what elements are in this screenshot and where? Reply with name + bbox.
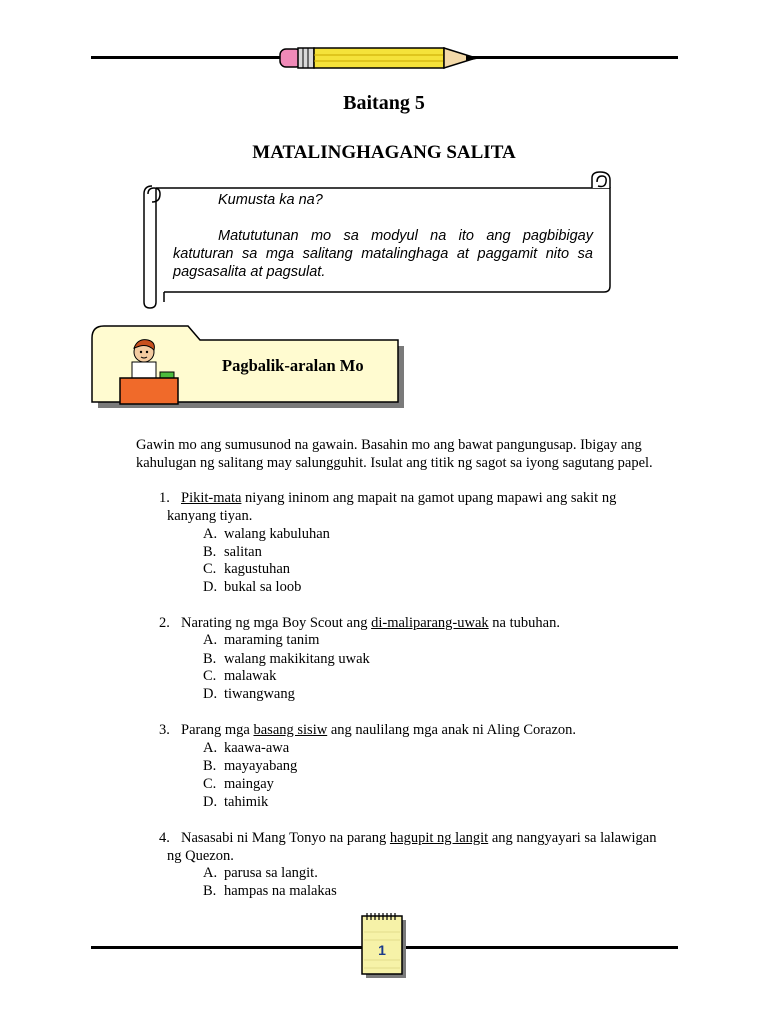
question-2 <box>159 614 689 704</box>
question-stem-continued: kanyang tiyan. <box>167 508 253 524</box>
question-stem: Pikit-mata niyang ininom ang mapait na gamot upang mapawi ang sakit ng <box>181 490 617 506</box>
question-stem: Narating ng mga Boy Scout ang di-maliparang-uwak na tubuhan. <box>181 615 560 631</box>
option-d: D. tahimik <box>203 794 269 810</box>
section-label: Pagbalik-aralan Mo <box>222 356 364 375</box>
option-a: A. kaawa-awa <box>203 740 290 756</box>
scroll-line-2: katuturan sa mga salitang matalinghaga at paggamit nito sa <box>173 246 593 262</box>
question-number: 1. <box>159 490 170 506</box>
option-b: B. mayayabang <box>203 758 298 774</box>
page-number: 1 <box>378 942 386 958</box>
scroll-line-3: pagsasalita at pagsulat. <box>173 264 326 280</box>
student-at-desk-icon <box>118 338 184 406</box>
option-a: A. parusa sa langit. <box>203 865 318 881</box>
underlined-phrase: hagupit ng langit <box>389 830 489 846</box>
grade-title: Baitang 5 <box>343 92 425 114</box>
question-stem-continued: ng Quezon. <box>167 848 234 864</box>
underlined-phrase: basang sisiw <box>253 722 328 738</box>
scroll-line-1: Matututunan mo sa modyul na ito ang pagbibigay <box>218 228 593 244</box>
question-number: 3. <box>159 722 170 738</box>
underlined-phrase: di-maliparang-uwak <box>371 615 489 631</box>
module-title: MATALINGHAGANG SALITA <box>252 142 516 163</box>
option-c: C. malawak <box>203 668 277 684</box>
question-stem: Nasasabi ni Mang Tonyo na parang hagupit ng langit ang nangyayari sa lalawigan <box>181 830 657 846</box>
question-stem: Parang mga basang sisiw ang naulilang mga anak ni Aling Corazon. <box>181 722 577 738</box>
option-b: B. salitan <box>203 544 262 560</box>
pencil-icon <box>276 45 488 71</box>
question-3 <box>159 721 689 811</box>
instructions-line-2: kahulugan ng salitang may salungguhit. Isulat ang titik ng sagot sa iyong sagutang papel. <box>136 455 653 471</box>
option-d: D. bukal sa loob <box>203 579 302 595</box>
instructions-line-1: Gawin mo ang sumusunod na gawain. Basahin mo ang bawat pangungusap. Ibigay ang <box>136 437 642 453</box>
question-number: 4. <box>159 830 170 846</box>
option-a: A. maraming tanim <box>203 632 320 648</box>
scroll-greeting: Kumusta ka na? <box>218 192 323 208</box>
option-a: A. walang kabuluhan <box>203 526 330 542</box>
option-b: B. walang makikitang uwak <box>203 651 370 667</box>
option-b: B. hampas na malakas <box>203 883 337 899</box>
option-d: D. tiwangwang <box>203 686 295 702</box>
option-c: C. kagustuhan <box>203 561 291 577</box>
underlined-phrase: Pikit-mata <box>181 490 242 506</box>
question-1 <box>159 489 689 599</box>
question-number: 2. <box>159 615 170 631</box>
option-c: C. maingay <box>203 776 274 792</box>
question-4 <box>159 829 689 903</box>
